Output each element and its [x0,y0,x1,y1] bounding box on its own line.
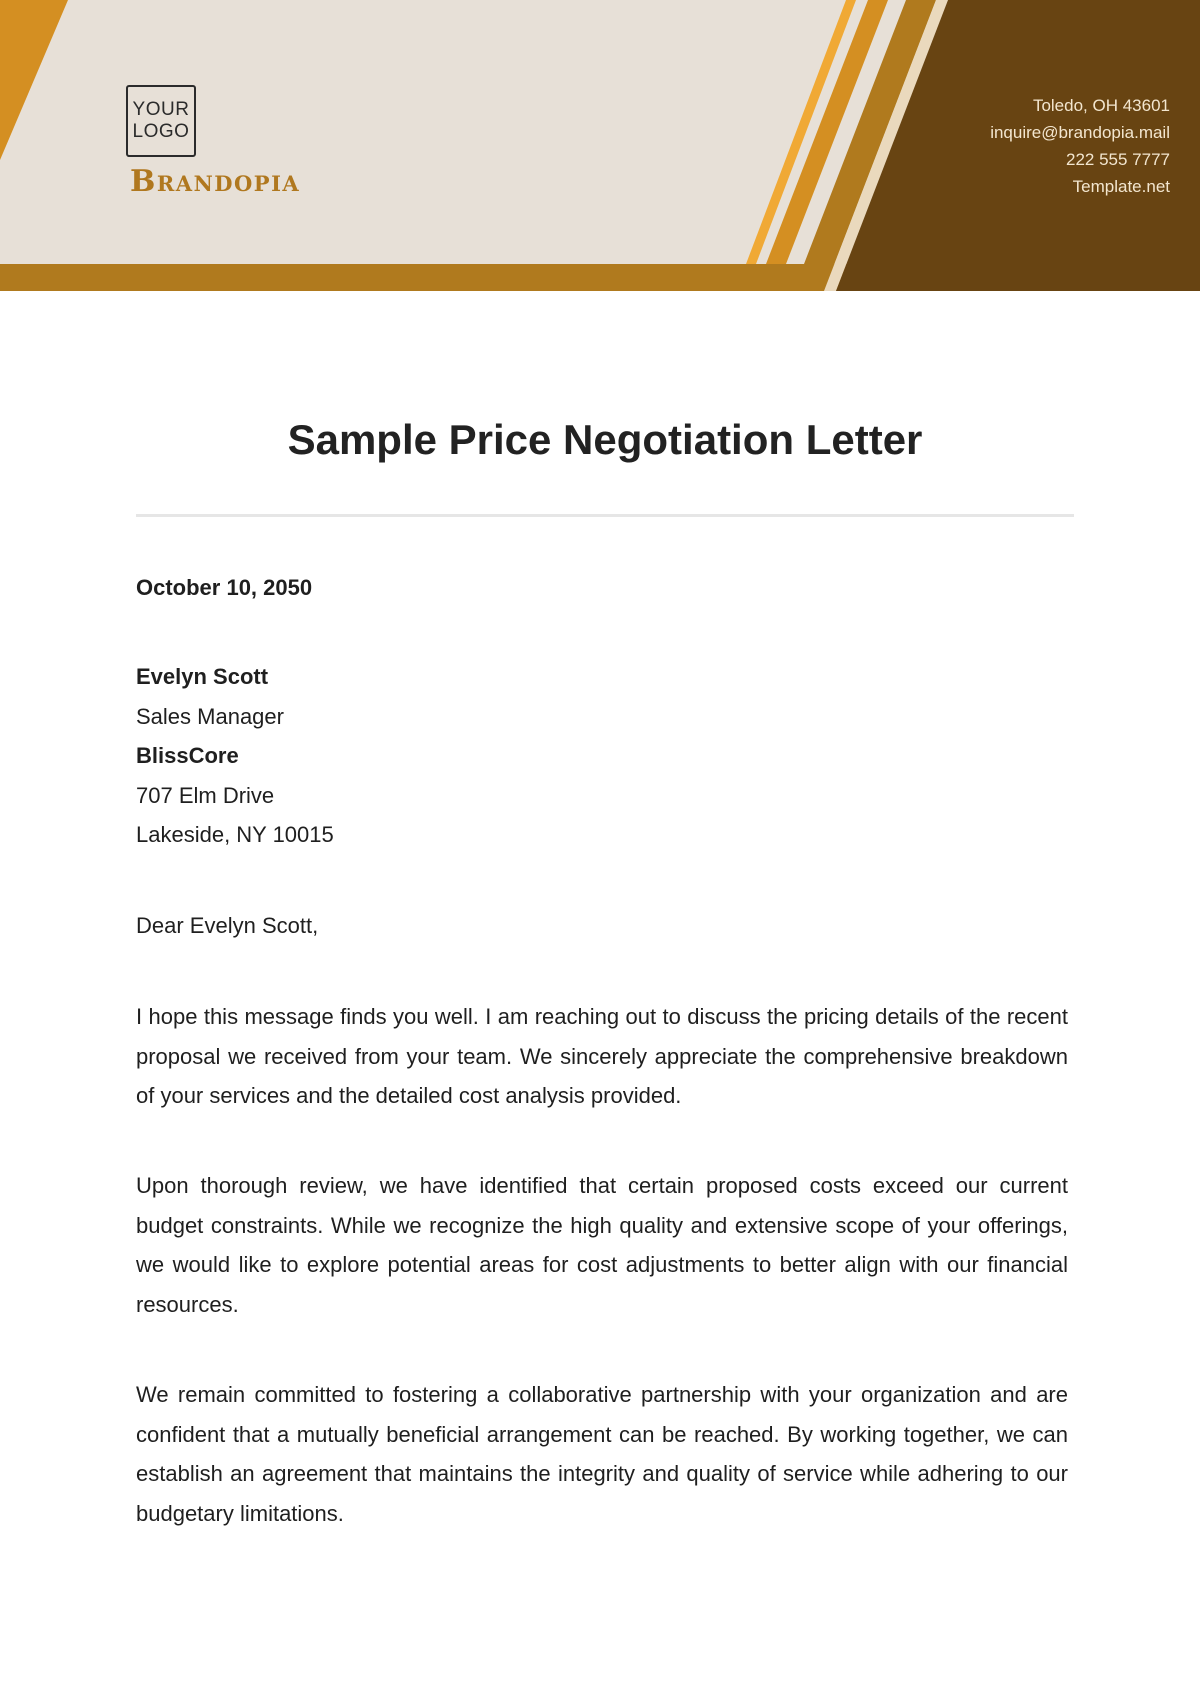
recipient-name: Evelyn Scott [136,664,269,689]
body-paragraph-2: Upon thorough review, we have identified that certain proposed costs exceed our current budget constraints. While we recognize the high quality and extensive scope of your offerings, we would like to explore potential areas for cost adjustments to better align with our financial resources. [136,1173,1068,1317]
title-divider [136,514,1074,517]
contact-email[interactable]: inquire@brandopia.mail [990,123,1170,142]
contact-phone: 222 555 7777 [1066,150,1170,169]
body-paragraph-1: I hope this message finds you well. I am reaching out to discuss the pricing details of the recent proposal we received from your team. We sincerely appreciate the comprehensive breakdown of your services and the detailed cost analysis provided. [136,1004,1068,1108]
logo-placeholder [126,85,196,157]
recipient-company: BlissCore [136,743,239,768]
brand-name: Brandopia [130,164,301,199]
contact-address: Toledo, OH 43601 [1032,96,1170,115]
logo-line-1: YOUR [132,99,190,120]
logo-line-2: LOGO [132,121,190,142]
letterhead-header [0,0,1200,291]
recipient-city: Lakeside, NY 10015 [136,822,334,847]
recipient-street: 707 Elm Drive [136,782,275,808]
body-paragraph-3: We remain committed to fostering a collaborative partnership with your organization and are confident that a mutually beneficial arrangement can be reached. By working together, we can establish an agreement that maintains the integrity and quality of service while adhering to our budgetary limitations. [136,1382,1068,1526]
contact-info [990,92,1170,200]
contact-website[interactable]: Template.net [1072,177,1170,196]
recipient-block [136,657,1068,855]
salutation: Dear Evelyn Scott, [136,913,319,938]
letter-title: Sample Price Negotiation Letter [287,416,923,463]
recipient-position: Sales Manager [136,703,284,729]
letter-date: October 10, 2050 [136,575,313,600]
